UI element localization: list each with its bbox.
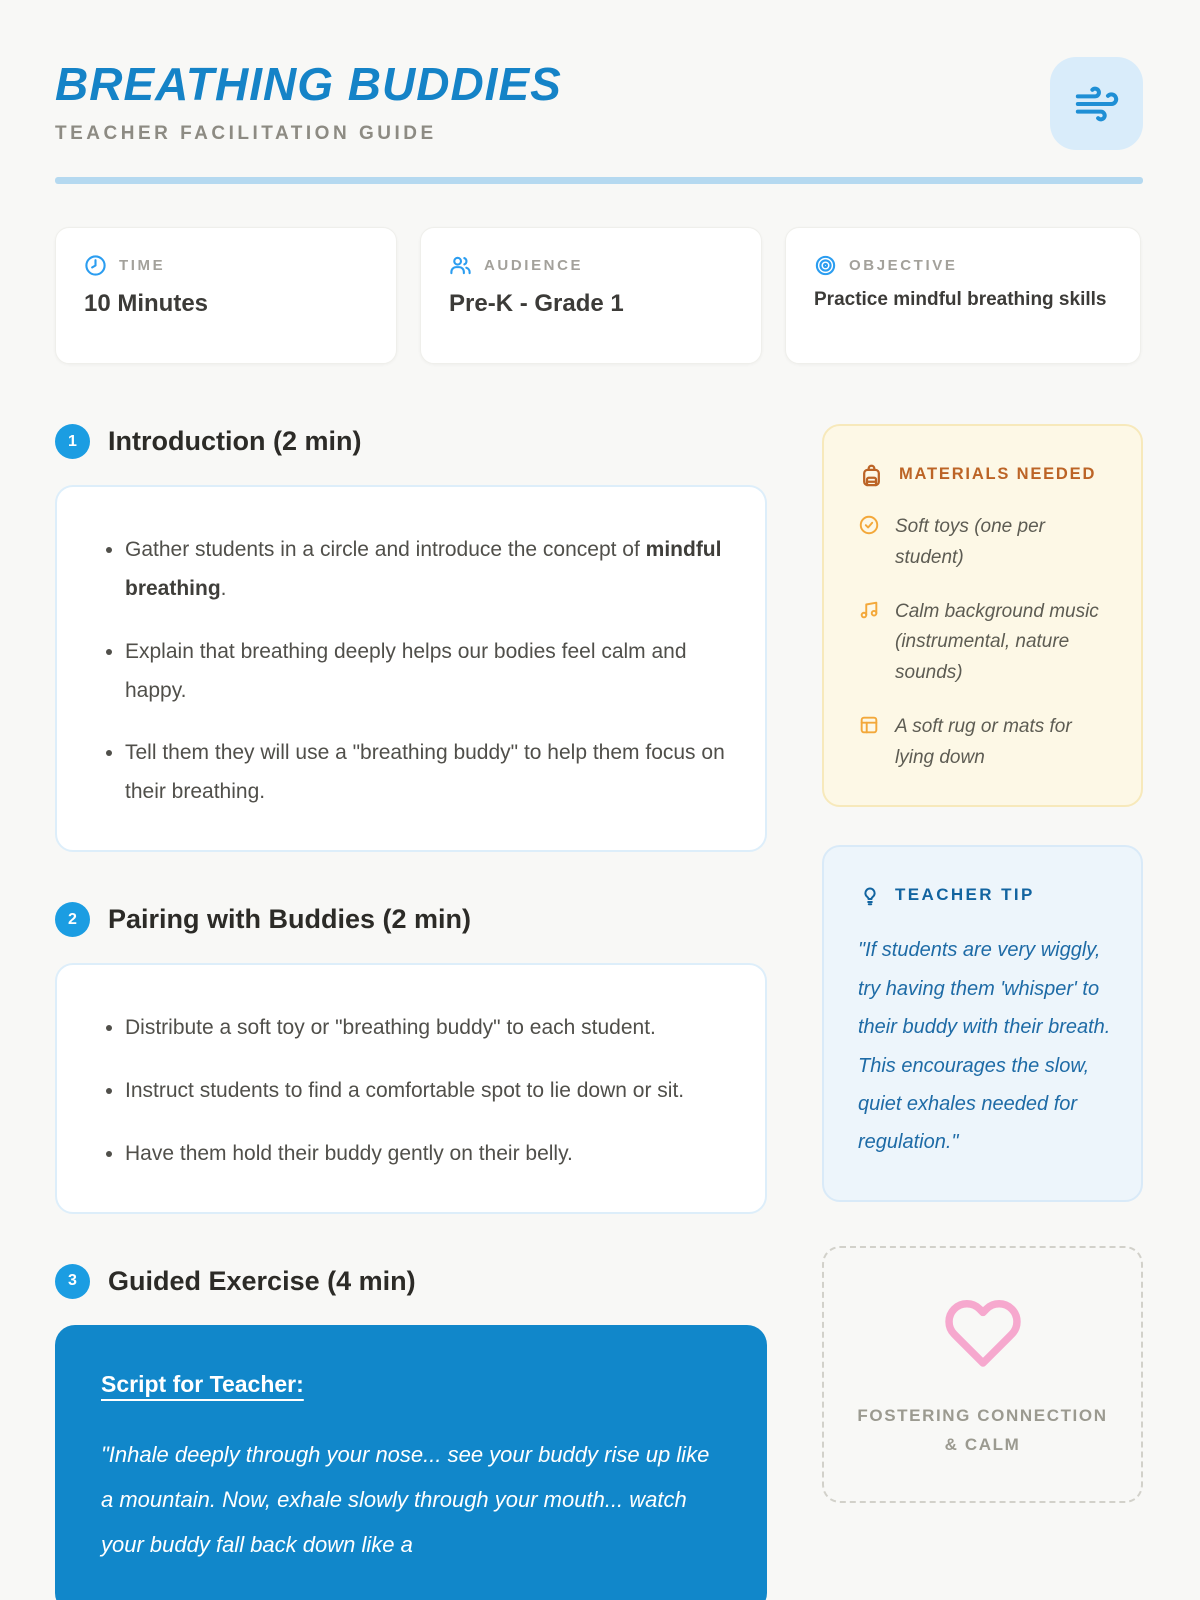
list-item: • Distribute a soft toy or "breathing buddy" to each student. xyxy=(125,1009,727,1048)
list-item: • Tell them they will use a "breathing buddy" to help them focus on their breathing. xyxy=(125,734,727,812)
objective-card xyxy=(785,227,1141,364)
list-item: • Gather students in a circle and introduce the concept of mindful breathing. xyxy=(125,531,727,609)
material-item xyxy=(858,512,1113,574)
rug-icon xyxy=(858,714,880,774)
section-title: Introduction (2 min) xyxy=(108,426,362,456)
material-text: Calm background music (instrumental, nature sounds) xyxy=(895,600,1099,684)
section-card xyxy=(55,485,767,852)
info-card-row xyxy=(55,227,1143,364)
material-text: A soft rug or mats for lying down xyxy=(895,715,1072,768)
teacher-script-card xyxy=(55,1325,767,1600)
material-text: Soft toys (one per student) xyxy=(895,516,1045,568)
header xyxy=(55,57,1143,150)
objective-value: Practice mindful breathing skills xyxy=(814,289,1107,310)
script-label: Script for Teacher: xyxy=(101,1370,304,1397)
audience-card xyxy=(420,227,762,364)
main-content xyxy=(55,424,1143,1600)
tip-text: "If students are very wiggly, try having them 'whisper' to their buddy with their breath. This encourages the slow, quiet exhales needed for regulation." xyxy=(858,939,1111,1154)
section-number-badge: 2 xyxy=(55,902,90,937)
section-introduction xyxy=(55,424,767,852)
heart-icon xyxy=(944,1294,1022,1372)
bullet-list xyxy=(99,531,727,812)
music-icon xyxy=(858,599,880,689)
script-text: "Inhale deeply through your nose... see your buddy rise up like a mountain. Now, exhale slowly through your mouth... watch your buddy fall back down like a xyxy=(101,1441,710,1557)
clock-icon xyxy=(84,254,107,277)
page-subtitle: TEACHER FACILITATION GUIDE xyxy=(55,123,437,144)
time-label: TIME xyxy=(119,257,166,274)
audience-label: AUDIENCE xyxy=(484,257,584,274)
material-item xyxy=(858,597,1113,689)
lightbulb-icon xyxy=(858,883,882,907)
section-number-badge: 3 xyxy=(55,1264,90,1299)
section-pairing xyxy=(55,902,767,1214)
check-circle-icon xyxy=(858,514,880,574)
connection-calm-card xyxy=(822,1246,1143,1504)
wind-icon xyxy=(1074,81,1120,127)
list-item: • Have them hold their buddy gently on their belly. xyxy=(125,1135,727,1174)
list-item: • Instruct students to find a comfortable spot to lie down or sit. xyxy=(125,1072,727,1111)
objective-label: OBJECTIVE xyxy=(849,257,958,274)
material-item xyxy=(858,712,1113,774)
wind-icon-badge xyxy=(1050,57,1143,150)
time-value: 10 Minutes xyxy=(84,290,209,317)
materials-needed-card xyxy=(822,424,1143,807)
time-card xyxy=(55,227,397,364)
section-card xyxy=(55,963,767,1214)
target-icon xyxy=(814,254,837,277)
header-divider xyxy=(55,177,1143,184)
teacher-tip-card xyxy=(822,845,1143,1201)
tip-title: TEACHER TIP xyxy=(895,885,1035,905)
section-title: Guided Exercise (4 min) xyxy=(108,1265,416,1296)
audience-value: Pre-K - Grade 1 xyxy=(449,290,624,317)
main-column xyxy=(55,424,767,1600)
section-number-badge: 1 xyxy=(55,424,90,459)
page-title: BREATHING BUDDIES xyxy=(55,58,562,110)
backpack-icon xyxy=(858,462,885,489)
materials-title: MATERIALS NEEDED xyxy=(899,465,1097,483)
users-icon xyxy=(449,254,472,277)
section-title: Pairing with Buddies (2 min) xyxy=(108,904,472,935)
sidebar-column xyxy=(822,424,1143,1503)
section-guided-exercise xyxy=(55,1264,767,1600)
footer-caption: FOSTERING CONNECTION & CALM xyxy=(857,1405,1108,1454)
header-text xyxy=(55,57,562,145)
list-item: • Explain that breathing deeply helps our bodies feel calm and happy. xyxy=(125,633,727,711)
bullet-list xyxy=(99,1009,727,1174)
